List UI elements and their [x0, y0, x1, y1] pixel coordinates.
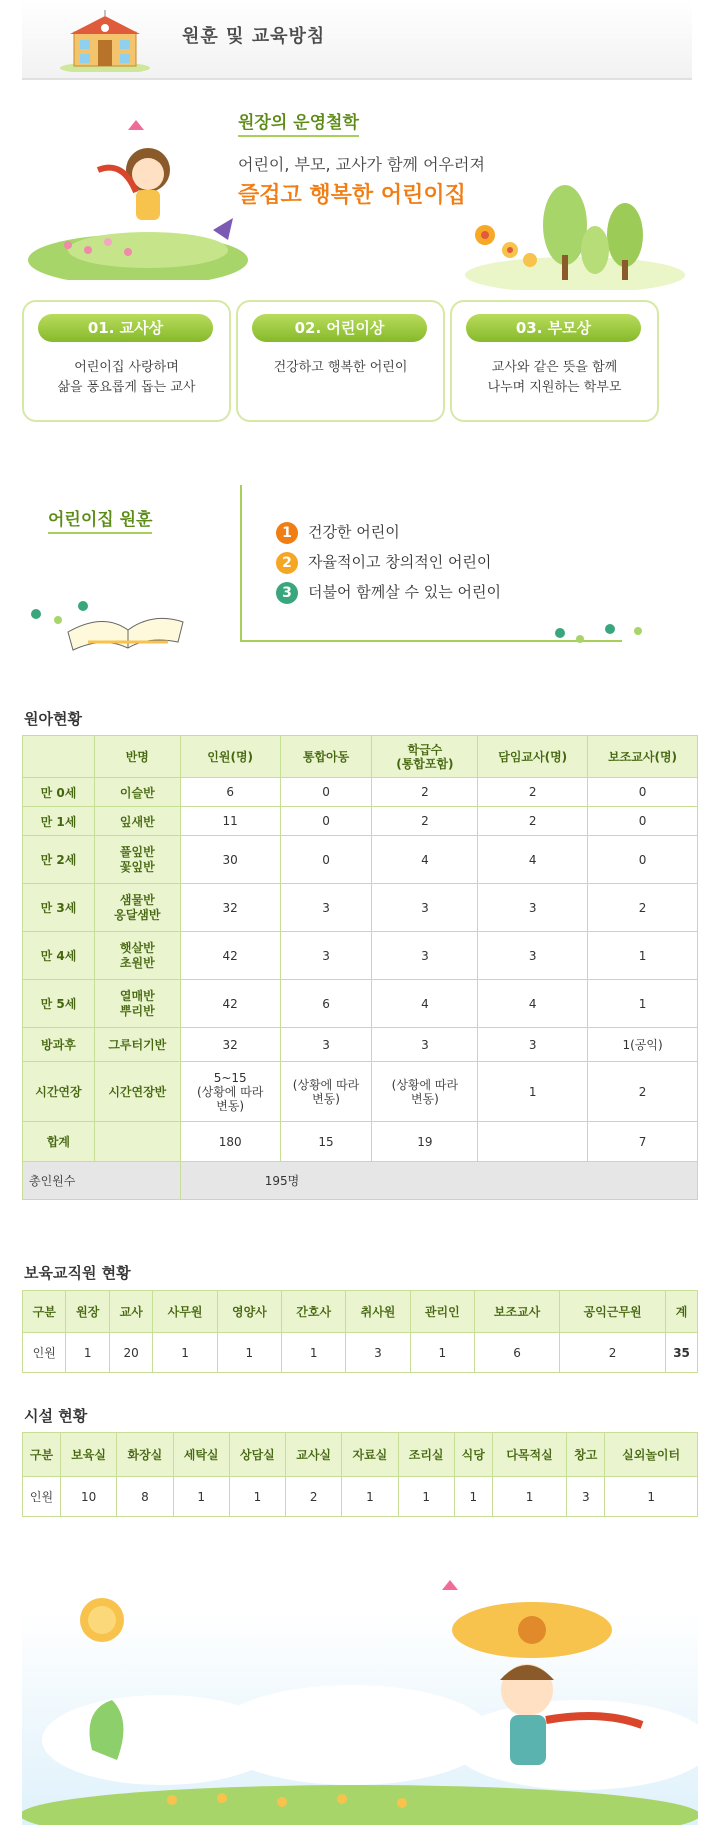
motto-item: 3 더불어 함께살 수 있는 어린이	[276, 581, 501, 604]
philosophy-text: 어린이, 부모, 교사가 함께 어우러져	[238, 155, 485, 174]
card-label: 01. 교사상	[38, 314, 213, 342]
facility-title: 시설 현황	[24, 1407, 88, 1425]
child-ideal-card	[236, 300, 445, 422]
teacher-ideal-card	[22, 300, 231, 422]
table-row: 만 0세 이슬반 6 0 2 2 0	[23, 778, 698, 807]
table-header-row: 반명 인원(명) 통합아동 학급수 (통합포함) 담임교사(명) 보조교사(명)	[23, 736, 698, 778]
facility-table	[22, 1432, 698, 1517]
enrollment-title: 원아현황	[24, 710, 82, 728]
total-row: 총인원수 195명	[23, 1162, 698, 1200]
table-row: 인원 10 8 1 1 2 1 1 1 1 3 1	[23, 1477, 698, 1517]
card-label: 03. 부모상	[466, 314, 641, 342]
table-header-row: 구분 보육실 화장실 세탁실 상담실 교사실 자료실 조리실 식당 다목적실 창고 실외놀이터	[23, 1433, 698, 1477]
table-row: 만 4세 햇살반 초원반 42 3 3 3 1	[23, 932, 698, 980]
card-text: 어린이집 사랑하며 삶을 풍요롭게 돕는 교사	[57, 360, 196, 395]
open-book-icon	[28, 592, 188, 652]
enrollment-table	[22, 735, 698, 1200]
trees-flowers-illustration	[465, 165, 690, 290]
girl-on-hill-illustration	[28, 100, 258, 280]
page-header	[22, 0, 692, 80]
landscape-illustration	[22, 1550, 698, 1825]
table-header-row: 구분 원장 교사 사무원 영양사 간호사 취사원 관리인 보조교사 공익근무원 계	[23, 1291, 698, 1333]
staff-title: 보육교직원 현황	[24, 1264, 131, 1282]
card-text: 교사와 같은 뜻을 함께 나누며 지원하는 학부모	[487, 360, 622, 395]
motto-item: 1 건강한 어린이	[276, 521, 400, 544]
table-row: 합계 180 15 19 7	[23, 1122, 698, 1162]
school-building-icon	[60, 10, 150, 72]
table-row: 만 3세 샘물반 옹달샘반 32 3 3 3 2	[23, 884, 698, 932]
table-row: 방과후 그루터기반 32 3 3 3 1(공익)	[23, 1028, 698, 1062]
motto-title: 어린이집 원훈	[48, 505, 152, 534]
card-text: 건강하고 행복한 어린이	[273, 360, 408, 375]
page-title: 원훈 및 교육방침	[182, 26, 326, 47]
parent-ideal-card	[450, 300, 659, 422]
staff-table	[22, 1290, 698, 1373]
card-label: 02. 어린이상	[252, 314, 427, 342]
table-row: 시간연장 시간연장반 5~15 (상황에 따라 변동) (상황에 따라 변동) (상황에 따라 변동) 1 2	[23, 1062, 698, 1122]
philosophy-highlight: 즐겁고 행복한 어린이집	[238, 183, 466, 208]
table-row: 만 5세 열매반 뿌리반 42 6 4 4 1	[23, 980, 698, 1028]
motto-item: 2 자율적이고 창의적인 어린이	[276, 551, 491, 574]
table-row: 인원 1 20 1 1 1 3 1 6 2 35	[23, 1333, 698, 1373]
philosophy-title: 원장의 운영철학	[238, 108, 359, 137]
leaf-decoration-icon	[550, 615, 650, 650]
table-row: 만 2세 풀잎반 꽃잎반 30 0 4 4 0	[23, 836, 698, 884]
table-row: 만 1세 잎새반 11 0 2 2 0	[23, 807, 698, 836]
